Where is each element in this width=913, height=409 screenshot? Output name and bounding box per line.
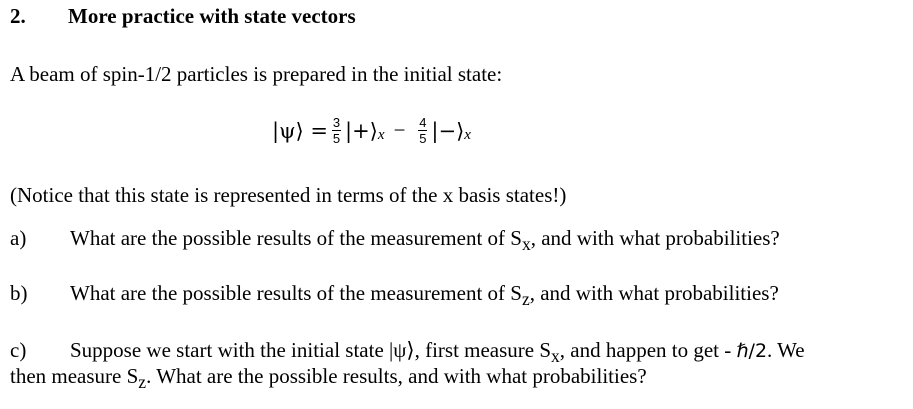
question-c-line-1 xyxy=(10,338,805,367)
question-c-text-end: . We xyxy=(767,338,805,362)
question-a-label: a) xyxy=(10,226,27,250)
equation-lhs: |ψ⟩ = xyxy=(272,118,329,143)
question-a-subscript: x xyxy=(521,234,531,255)
intro-text: A beam of spin-1/2 particles is prepared in the initial state: xyxy=(10,62,503,86)
question-c-line-2 xyxy=(10,364,647,393)
ket-minus: |−⟩ xyxy=(431,118,465,143)
ket-minus-subscript: x xyxy=(464,127,471,143)
question-b-text: What are the possible results of the measurement of S xyxy=(70,281,522,305)
hbar-over-2: ℏ/2 xyxy=(736,340,768,362)
question-b-text-end: , and with what probabilities? xyxy=(529,281,779,305)
question-b-subscript: z xyxy=(521,289,530,310)
coefficient-2-denominator: 5 xyxy=(419,131,427,146)
minus-operator: − xyxy=(393,118,406,142)
question-a-text: What are the possible results of the measurement of S xyxy=(70,226,522,250)
coefficient-1-denominator: 5 xyxy=(332,131,341,146)
question-c-label: c) xyxy=(10,338,27,362)
question-c-subscript-x: x xyxy=(551,346,560,367)
question-b xyxy=(10,281,779,310)
notice-text: (Notice that this state is represented in terms of the x basis states!) xyxy=(10,183,567,207)
problem-title: More practice with state vectors xyxy=(68,4,356,28)
question-c-line-2-end: . What are the possible results, and with what probabilities? xyxy=(146,364,647,388)
state-equation xyxy=(272,116,471,145)
question-c-line-2-text: then measure S xyxy=(10,364,139,388)
ket-plus: |+⟩ xyxy=(345,118,378,143)
question-c-text-mid: , and happen to get - xyxy=(559,338,737,362)
ket-plus-subscript: x xyxy=(377,127,385,143)
problem-number: 2. xyxy=(10,4,26,28)
coefficient-2 xyxy=(418,116,427,145)
coefficient-1 xyxy=(332,116,341,145)
question-c-subscript-z: z xyxy=(138,372,147,393)
question-a-text-end: , and with what probabilities? xyxy=(530,226,780,250)
coefficient-1-numerator: 3 xyxy=(332,115,341,130)
coefficient-2-numerator: 4 xyxy=(419,115,427,130)
question-c-text: Suppose we start with the initial state |ψ⟩, first measure S xyxy=(70,338,552,362)
question-b-label: b) xyxy=(10,281,28,305)
question-a xyxy=(10,226,780,255)
problem-heading xyxy=(10,4,356,29)
